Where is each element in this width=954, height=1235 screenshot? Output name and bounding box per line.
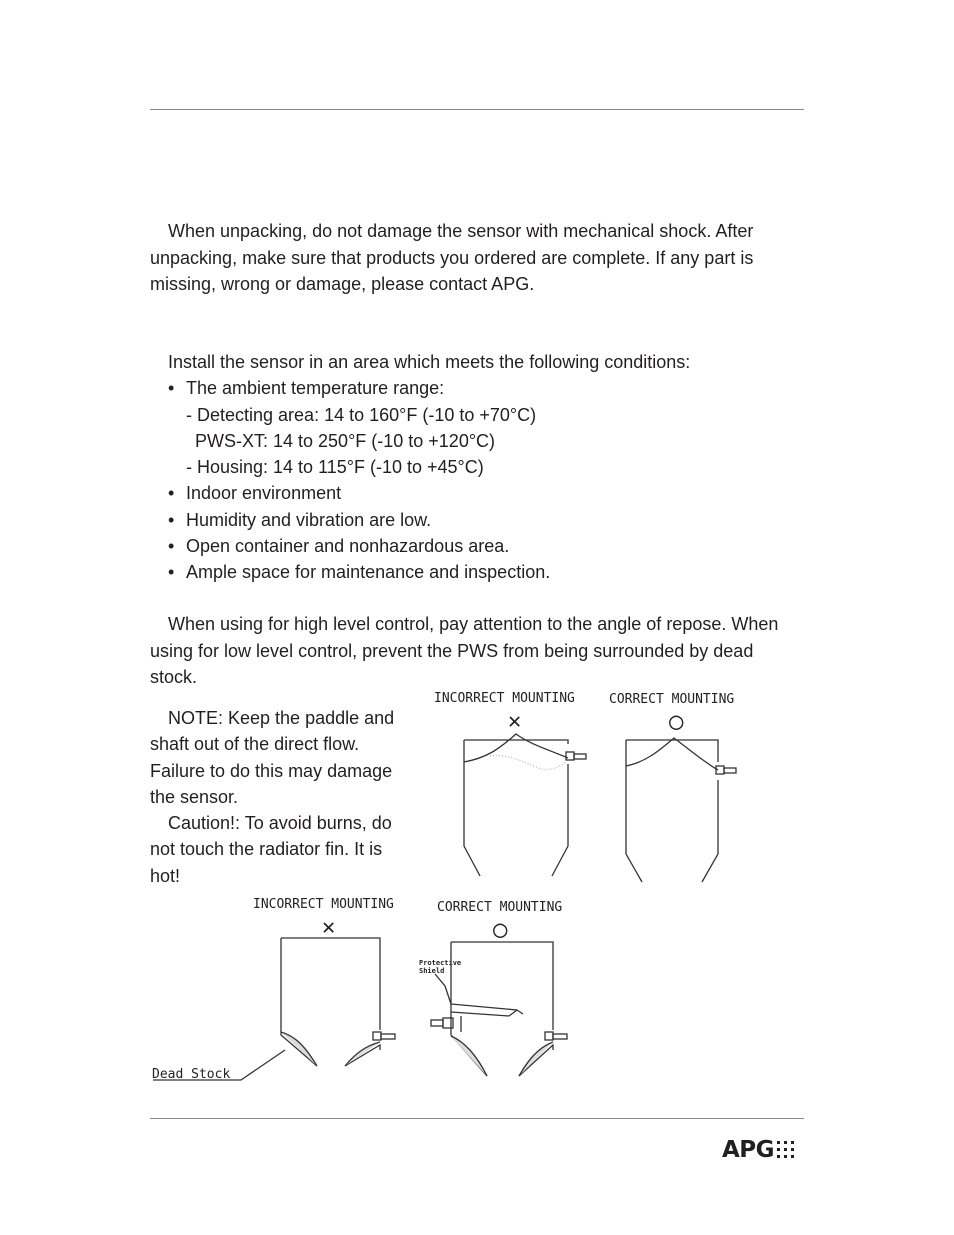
pws-xt-range: PWS-XT: 14 to 250°F (-10 to +120°C) xyxy=(195,430,496,451)
apg-logo xyxy=(722,1137,797,1163)
list-item xyxy=(150,533,805,559)
low-level-mounting-diagram xyxy=(145,890,605,1090)
top-correct-label: CORRECT MOUNTING xyxy=(609,692,735,707)
correct-low-silo-icon xyxy=(431,942,567,1076)
conditions-intro: Install the sensor in an area which meets the following conditions: xyxy=(168,352,691,372)
incorrect-silo-icon xyxy=(464,734,586,876)
bottom-correct-label: CORRECT MOUNTING xyxy=(437,900,563,915)
footer-rule xyxy=(150,1118,804,1119)
list-item xyxy=(150,480,805,506)
bottom-incorrect-label: INCORRECT MOUNTING xyxy=(253,897,394,912)
protective-shield-label: Protective xyxy=(419,959,462,967)
temperature-label: The ambient temperature range: xyxy=(186,378,445,399)
list-subitem xyxy=(150,454,805,480)
list-subitem xyxy=(150,402,805,428)
bullet-icon: • xyxy=(168,378,175,399)
bullet-icon: • xyxy=(168,562,175,583)
conditions-intro-row xyxy=(150,349,805,375)
detecting-area-range: - Detecting area: 14 to 160°F (-10 to +70°C) xyxy=(186,404,537,425)
correct-o-icon: ○ xyxy=(669,707,684,735)
condition-item: Open container and nonhazardous area. xyxy=(186,536,510,557)
unpacking-paragraph: When unpacking, do not damage the sensor with mechanical shock. After unpacking, make sure that products you ordered are complete. If any part is missing, wrong or damage, please contact APG. xyxy=(150,221,754,294)
note-block xyxy=(150,705,412,889)
logo-dots-icon xyxy=(775,1139,797,1161)
condition-item: Ample space for maintenance and inspection. xyxy=(186,562,551,583)
caution-text: Caution!: To avoid burns, do not touch the radiator fin. It is hot! xyxy=(150,813,392,886)
bullet-icon: • xyxy=(168,483,175,504)
incorrect-x-icon: ✕ xyxy=(508,709,522,734)
install-conditions xyxy=(150,349,805,586)
bottom-incorrect-x-icon: ✕ xyxy=(322,915,336,940)
protective-shield-label: Shield xyxy=(419,967,445,975)
list-item xyxy=(150,559,805,585)
list-item xyxy=(150,375,805,401)
housing-range: - Housing: 14 to 115°F (-10 to +45°C) xyxy=(186,457,484,478)
logo-text: APG xyxy=(722,1137,775,1163)
incorrect-low-silo-icon xyxy=(153,938,395,1080)
condition-item: Humidity and vibration are low. xyxy=(186,509,432,530)
high-level-mounting-diagram xyxy=(420,684,765,884)
header-rule xyxy=(150,109,804,110)
bottom-correct-o-icon: ○ xyxy=(493,915,508,943)
top-incorrect-label: INCORRECT MOUNTING xyxy=(434,691,575,706)
list-item xyxy=(150,507,805,533)
condition-item: Indoor environment xyxy=(186,483,342,504)
correct-silo-icon xyxy=(626,738,736,882)
bullet-icon: • xyxy=(168,509,175,530)
dead-stock-label: Dead Stock xyxy=(152,1067,231,1082)
bullet-icon: • xyxy=(168,536,175,557)
list-subitem xyxy=(150,428,805,454)
note-text: NOTE: Keep the paddle and shaft out of the direct flow. Failure to do this may damage the sensor. xyxy=(150,708,395,807)
mounting-paragraph: When using for high level control, pay attention to the angle of repose. When using for low level control, prevent the PWS from being surrounded by dead stock. xyxy=(150,614,779,687)
